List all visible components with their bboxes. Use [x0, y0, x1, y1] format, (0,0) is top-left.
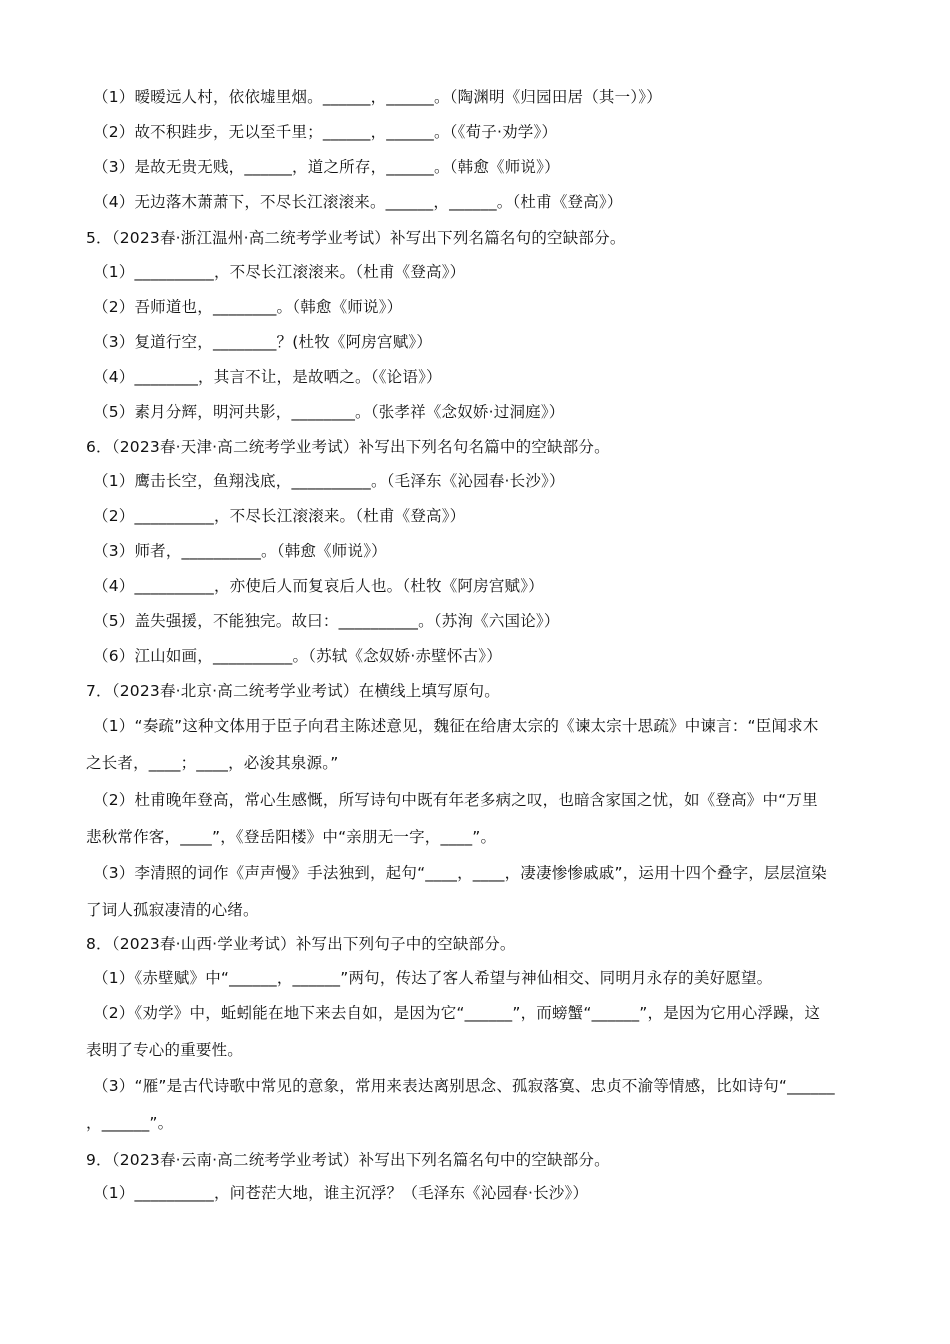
sub-question-line: （4）__________，亦使后人而复哀后人也。（杜牧《阿房宫赋》） — [93, 577, 544, 595]
question-heading: 5．（2023春·浙江温州·高二统考学业考试）补写出下列名篇名句的空缺部分。 — [86, 229, 626, 247]
sub-question-line: （4）无边落木萧萧下，不尽长江滚滚来。______，______。（杜甫《登高》） — [93, 193, 623, 211]
sub-question-line: （2）吾师道也，________。（韩愈《师说》） — [93, 298, 403, 316]
sub-question-line: （2）杜甫晚年登高，常心生感慨，所写诗句中既有年老多病之叹，也暗含家国之忧，如《登高》中“万里 — [93, 791, 818, 809]
continuation-line: 悲秋常作客，____”，《登岳阳楼》中“亲朋无一字，____”。 — [86, 828, 497, 846]
sub-question-line: （4）________，其言不让，是故哂之。（《论语》） — [93, 368, 442, 386]
question-heading: 7．（2023春·北京·高二统考学业考试）在横线上填写原句。 — [86, 682, 500, 700]
question-heading: 6．（2023春·天津·高二统考学业考试）补写出下列名句名篇中的空缺部分。 — [86, 438, 610, 456]
question-heading: 9．（2023春·云南·高二统考学业考试）补写出下列名篇名句中的空缺部分。 — [86, 1151, 610, 1169]
continuation-line: 表明了专心的重要性。 — [86, 1041, 244, 1059]
sub-question-line: （3）师者，__________。（韩愈《师说》） — [93, 542, 387, 560]
question-heading: 8．（2023春·山西·学业考试）补写出下列句子中的空缺部分。 — [86, 935, 516, 953]
sub-question-line: （1）鹰击长空，鱼翔浅底，__________。（毛泽东《沁园春·长沙》） — [93, 472, 565, 490]
sub-question-line: （3）李清照的词作《声声慢》手法独到，起句“____，____，凄凄惨惨戚戚”，运用十四个叠字，层层渲染 — [93, 864, 827, 882]
sub-question-line: （3）是故无贵无贱，______，道之所存，______。（韩愈《师说》） — [93, 158, 560, 176]
sub-question-line: （6）江山如画，__________。（苏轼《念奴娇·赤壁怀古》） — [93, 647, 502, 665]
sub-question-line: （2）__________，不尽长江滚滚来。（杜甫《登高》） — [93, 507, 466, 525]
sub-question-line: （3）“雁”是古代诗歌中常见的意象，常用来表达离别思念、孤寂落寞、忠贞不渝等情感，比如诗句“______ — [93, 1077, 835, 1095]
sub-question-line: （1）“奏疏”这种文体用于臣子向君主陈述意见，魏征在给唐太宗的《谏太宗十思疏》中谏言：“臣闻求木 — [93, 717, 819, 735]
sub-question-line: （5）素月分辉，明河共影，________。（张孝祥《念奴娇·过洞庭》） — [93, 403, 565, 421]
sub-question-line: （1）__________，不尽长江滚滚来。（杜甫《登高》） — [93, 263, 466, 281]
sub-question-line: （2）故不积跬步，无以至千里；______，______。（《荀子·劝学》） — [93, 123, 558, 141]
sub-question-line: （1）《赤壁赋》中“______，______”两句，传达了客人希望与神仙相交、同明月永存的美好愿望。 — [93, 969, 773, 987]
sub-question-line: （3）复道行空，________？(杜牧《阿房宫赋》） — [93, 333, 433, 351]
continuation-line: 之长者，____；____，必浚其泉源。” — [86, 754, 339, 772]
sub-question-line: （2）《劝学》中，蚯蚓能在地下来去自如，是因为它“______”，而螃蟹“______”，是因为它用心浮躁，这 — [93, 1004, 821, 1022]
sub-question-line: （5）盖失强援，不能独完。故曰：__________。（苏洵《六国论》） — [93, 612, 560, 630]
continuation-line: 了词人孤寂凄清的心绪。 — [86, 901, 259, 919]
sub-question-line: （1）暧暧远人村，依依墟里烟。______，______。（陶渊明《归园田居（其一）》） — [93, 88, 662, 106]
sub-question-line: （1）__________，问苍茫大地，谁主沉浮？（毛泽东《沁园春·长沙》） — [93, 1184, 589, 1202]
continuation-line: ，______”。 — [86, 1114, 174, 1132]
